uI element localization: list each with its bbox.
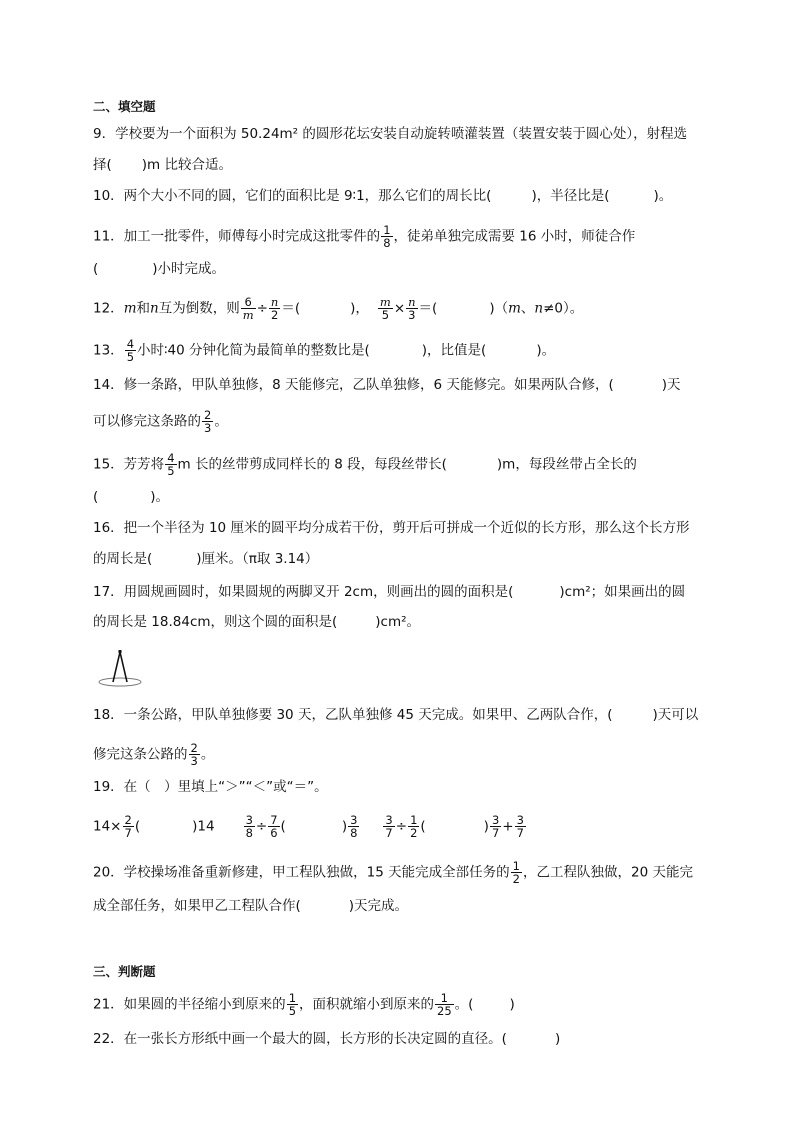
fraction: $\frac{2}{7}$: [124, 813, 132, 840]
fraction: $\frac{1}{8}$: [383, 223, 391, 250]
question-14-line1: 14．修一条路，甲队单独修，8 天能修完，乙队单独修，6 天能修完。如果两队合修，( )天: [93, 377, 681, 393]
compass-icon: [96, 650, 144, 690]
question-10: 10．两个大小不同的圆，它们的面积比是 9∶1，那么它们的周长比( )，半径比是( )。: [93, 188, 673, 204]
fraction: $\frac{6}{m}$: [242, 295, 254, 322]
fraction: $\frac{3}{7}$: [491, 813, 500, 840]
question-15-line2: ( )。: [93, 489, 170, 505]
fraction: $\frac{3}{7}$: [516, 813, 524, 840]
fraction: $\frac{2}{3}$: [190, 741, 198, 768]
question-14-line2: 可以修完这条路的 $\frac{2}{3}$ 。: [93, 408, 228, 435]
question-16-line2: 的周长是( )厘米。（π取 3.14）: [93, 551, 319, 567]
question-17-line2: 的周长是 18.84cm，则这个圆的面积是( )cm²。: [93, 614, 421, 630]
fraction: $\frac{1}{2}$: [410, 813, 418, 840]
fraction: $\frac{m}{5}$: [379, 295, 391, 322]
fraction: $\frac{1}{2}$: [512, 859, 520, 886]
fraction: $\frac{3}{7}$: [385, 813, 393, 840]
question-9-line2: 择( )m 比较合适。: [93, 157, 232, 173]
fraction: $\frac{1}{25}$: [437, 991, 452, 1018]
question-11-line1: 11．加工一批零件，师傅每小时完成这批零件的 $\frac{1}{8}$ ，徒弟单独完成需要 16 小时，师徒合作: [93, 223, 636, 250]
fraction: $\frac{1}{5}$: [288, 991, 297, 1018]
fraction: $\frac{3}{8}$: [350, 813, 358, 840]
fraction: $\frac{4}{5}$: [167, 451, 175, 478]
question-21: 21．如果圆的半径缩小到原来的 $\frac{1}{5}$ ，面积就缩小到原来的 $\frac{1}{25}$ 。( ): [93, 991, 515, 1018]
question-19: 19．在（ ）里填上“＞”“＜”或“＝”。: [93, 779, 328, 795]
section-heading-judge: 三、判断题: [93, 964, 156, 979]
question-18-line2: 修完这条公路的 $\frac{2}{3}$ 。: [93, 741, 215, 768]
question-20-line1: 20．学校操场准备重新修建，甲工程队独做，15 天能完成全部任务的 $\frac{1}{2}$ ，乙工程队独做，20 天能完: [93, 859, 693, 886]
question-20-line2: 成全部任务，如果甲乙工程队合作( )天完成。: [93, 898, 409, 914]
question-17-line1: 17．用圆规画圆时，如果圆规的两脚叉开 2cm，则画出的圆的面积是( )cm²；如果画出的圆: [93, 584, 686, 600]
fraction: $\frac{7}{6}$: [270, 813, 278, 840]
section-heading-fill: 二、填空题: [93, 99, 156, 114]
question-19-expressions: 14× $\frac{2}{7}$ ( )14 $\frac{3}{8}$ ÷ $\frac{7}{6}$ ( ) $\frac{3}{8}$ $\frac{3}{7}$ ÷ $\frac{1}{2}$ ( ) $\frac{3}{7}$ + $\frac{3}{7}$: [93, 813, 524, 840]
question-16-line1: 16．把一个半径为 10 厘米的圆平均分成若干份，剪开后可拼成一个近似的长方形，那么这个长方形: [93, 520, 690, 536]
fraction: $\frac{2}{3}$: [204, 408, 212, 435]
fraction: $\frac{4}{5}$: [126, 337, 135, 364]
question-18-line1: 18．一条公路，甲队单独修要 30 天，乙队单独修 45 天完成。如果甲、乙两队合作，( )天可以: [93, 707, 699, 723]
question-12: 12．m和n互为倒数，则 $\frac{6}{m}$ ÷ $\frac{n}{2}$ ＝( )， $\frac{m}{5}$ × $\frac{n}{3}$ ＝( )（m、n≠0）。: [93, 295, 584, 322]
fraction: $\frac{n}{2}$: [270, 295, 279, 322]
question-13: 13． $\frac{4}{5}$ 小时∶40 分钟化简为最简单的整数比是( )，比值是( )。: [93, 337, 556, 364]
fraction: $\frac{n}{3}$: [408, 295, 416, 322]
question-11-line2: ( )小时完成。: [93, 261, 226, 277]
question-15-line1: 15．芳芳将 $\frac{4}{5}$ m 长的丝带剪成同样长的 8 段，每段丝带长( )m，每段丝带占全长的: [93, 451, 637, 478]
question-22: 22．在一张长方形纸中画一个最大的圆，长方形的长决定圆的直径。( ): [93, 1031, 561, 1047]
question-9-line1: 9．学校要为一个面积为 50.24m² 的圆形花坛安装自动旋转喷灌装置（装置安装于圆心处），射程选: [93, 126, 688, 142]
fraction: $\frac{3}{8}$: [245, 813, 253, 840]
